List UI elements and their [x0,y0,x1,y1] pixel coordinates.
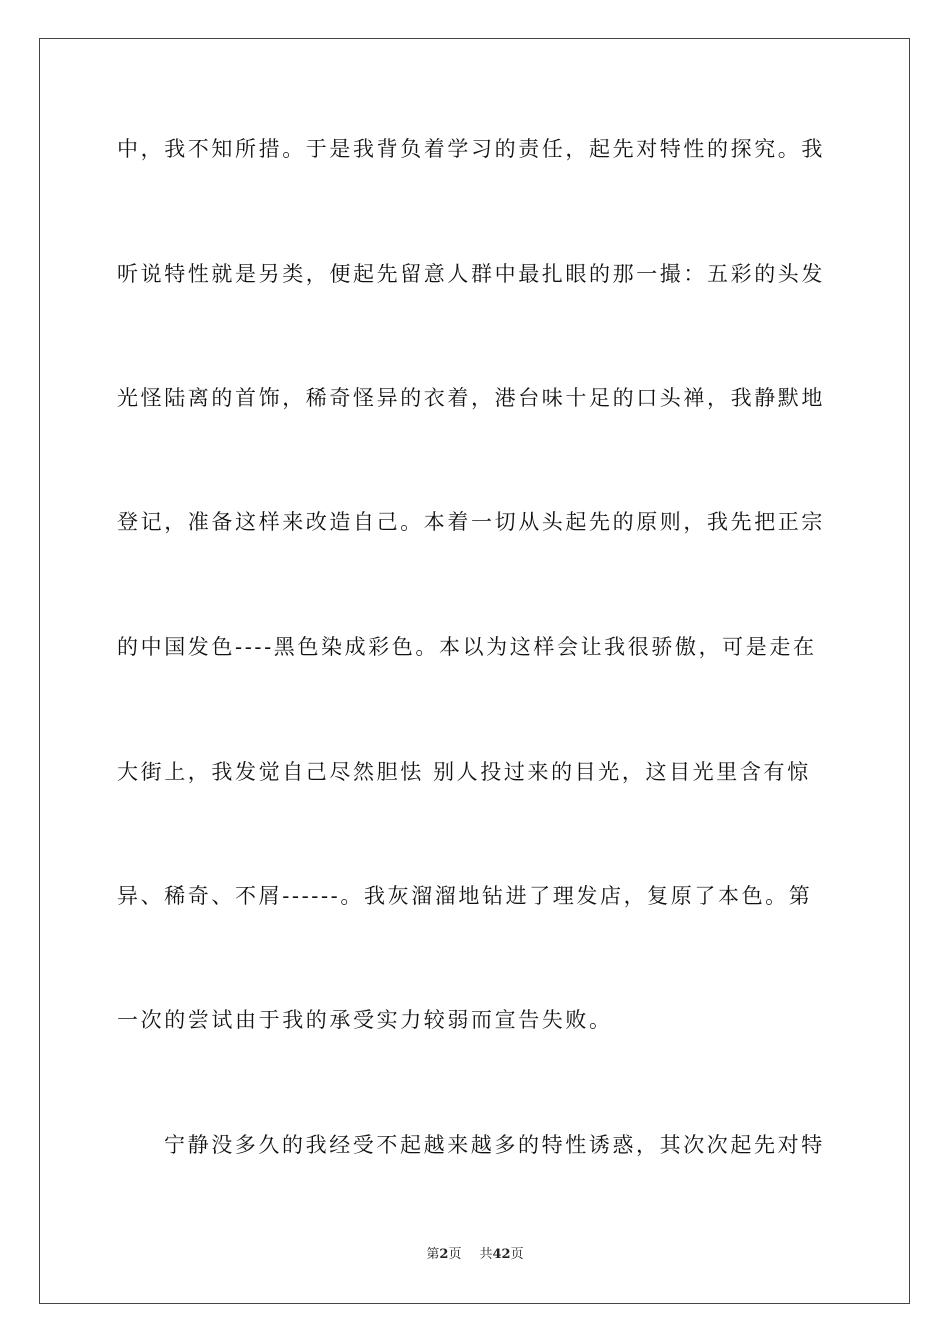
footer-total-suffix: 页 [510,1247,524,1262]
body-text-line-1: 中，我不知所措。于是我背负着学习的责任，起先对特性的探究。我 [117,137,825,161]
footer-page-prefix: 第 [426,1247,440,1262]
footer-total-pages: 42 [492,1247,511,1262]
footer-total-prefix: 共 [479,1247,493,1262]
body-text-line-4: 登记，准备这样来改造自己。本着一切从头起先的原则，我先把正宗 [117,510,825,534]
body-text-line-6: 大街上，我发觉自己尽然胆怯 别人投过来的目光，这目光里含有惊 [117,760,811,784]
body-text-line-2: 听说特性就是另类，便起先留意人群中最扎眼的那一撮：五彩的头发 [117,262,825,286]
body-text-line-5: 的中国发色----黑色染成彩色。本以为这样会让我很骄傲，可是走在 [117,635,817,659]
footer-page-suffix: 页 [448,1247,462,1262]
page-footer [0,1246,950,1264]
body-text-line-7: 异、稀奇、不屑------。我灰溜溜地钻进了理发店，复原了本色。第 [117,884,813,908]
body-text-line-8: 一次的尝试由于我的承受实力较弱而宣告失败。 [117,1008,613,1032]
page-border [39,38,910,1304]
body-text-line-3: 光怪陆离的首饰，稀奇怪异的衣着，港台味十足的口头禅，我静默地 [117,386,825,410]
footer-page-number: 2 [439,1247,449,1262]
body-text-paragraph-start: 宁静没多久的我经受不起越来越多的特性诱惑，其次次起先对特 [164,1133,825,1157]
